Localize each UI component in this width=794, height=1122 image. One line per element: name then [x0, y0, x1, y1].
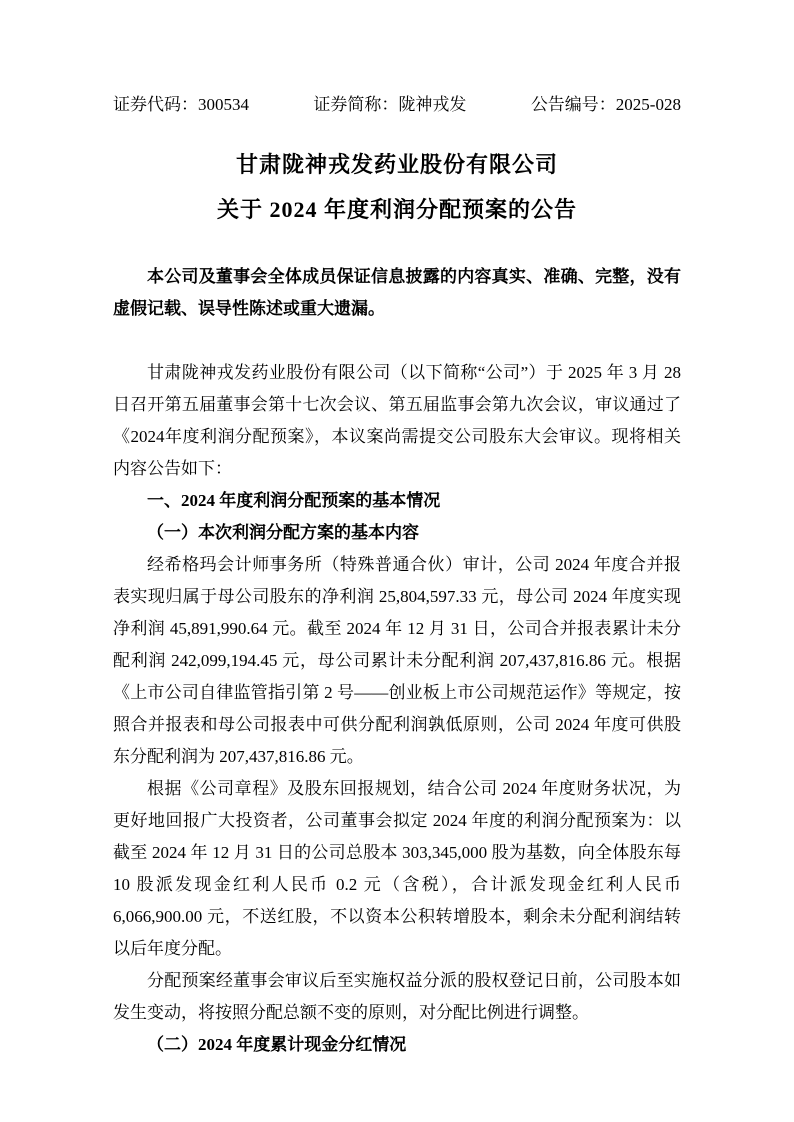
section-1-1-heading: （一）本次利润分配方案的基本内容 [147, 523, 419, 542]
announcement-number: 公告编号：2025-028 [530, 95, 681, 114]
section-1-2-heading: （二）2024 年度累计现金分红情况 [147, 1035, 407, 1054]
company-name-title: 甘肃陇神戎发药业股份有限公司 [235, 152, 558, 177]
stock-short-name: 证券简称：陇神戎发 [313, 95, 467, 114]
announcement-title: 关于 2024 年度利润分配预案的公告 [216, 197, 577, 222]
document-header-row [113, 94, 681, 116]
audit-results-paragraph: 经希格玛会计师事务所（特殊普通合伙）审计，公司 2024 年度合并报表实现归属于母公司股东的净利润 25,804,597.33 元，母公司 2024 年度实现净利润 45,891,990.64 元。截至 2024 年 12 月 31 日，公司合并报表累计未分配利润 242,099,194.45 元，母公司累计未分配利润 207,437,816.86 元。根据《上市公司自律监管指引第 2 号——创业板上市公司规范运作》等规定，按照合并报表和母公司报表中可供分配利润孰低原则，公司 2024 年度可供股东分配利润为 207,437,816.86 元。 [113, 555, 681, 766]
section-1-heading: 一、2024 年度利润分配预案的基本情况 [147, 491, 441, 510]
adjustment-paragraph: 分配预案经董事会审议后至实施权益分派的股权登记日前，公司股本如发生变动，将按照分配总额不变的原则，对分配比例进行调整。 [113, 971, 681, 1022]
intro-paragraph: 甘肃陇神戎发药业股份有限公司（以下简称“公司”）于 2025 年 3 月 28 日召开第五届董事会第十七次会议、第五届监事会第九次会议，审议通过了《2024年度利润分配预案》，本议案尚需提交公司股东大会审议。现将相关内容公告如下： [113, 363, 681, 478]
disclaimer-statement: 本公司及董事会全体成员保证信息披露的内容真实、准确、完整，没有虚假记载、误导性陈述或重大遗漏。 [113, 267, 681, 318]
stock-code: 证券代码：300534 [113, 95, 249, 114]
distribution-plan-paragraph: 根据《公司章程》及股东回报规划，结合公司 2024 年度财务状况，为更好地回报广大投资者，公司董事会拟定 2024 年度的利润分配预案为：以截至 2024 年 12 月 31 日的公司总股本 303,345,000 股为基数，向全体股东每 10 股派发现金红利人民币 0.2 元（含税），合计派发现金红利人民币 6,066,900.00 元，不送红股，不以资本公积转增股本，剩余未分配利润结转以后年度分配。 [113, 779, 681, 958]
